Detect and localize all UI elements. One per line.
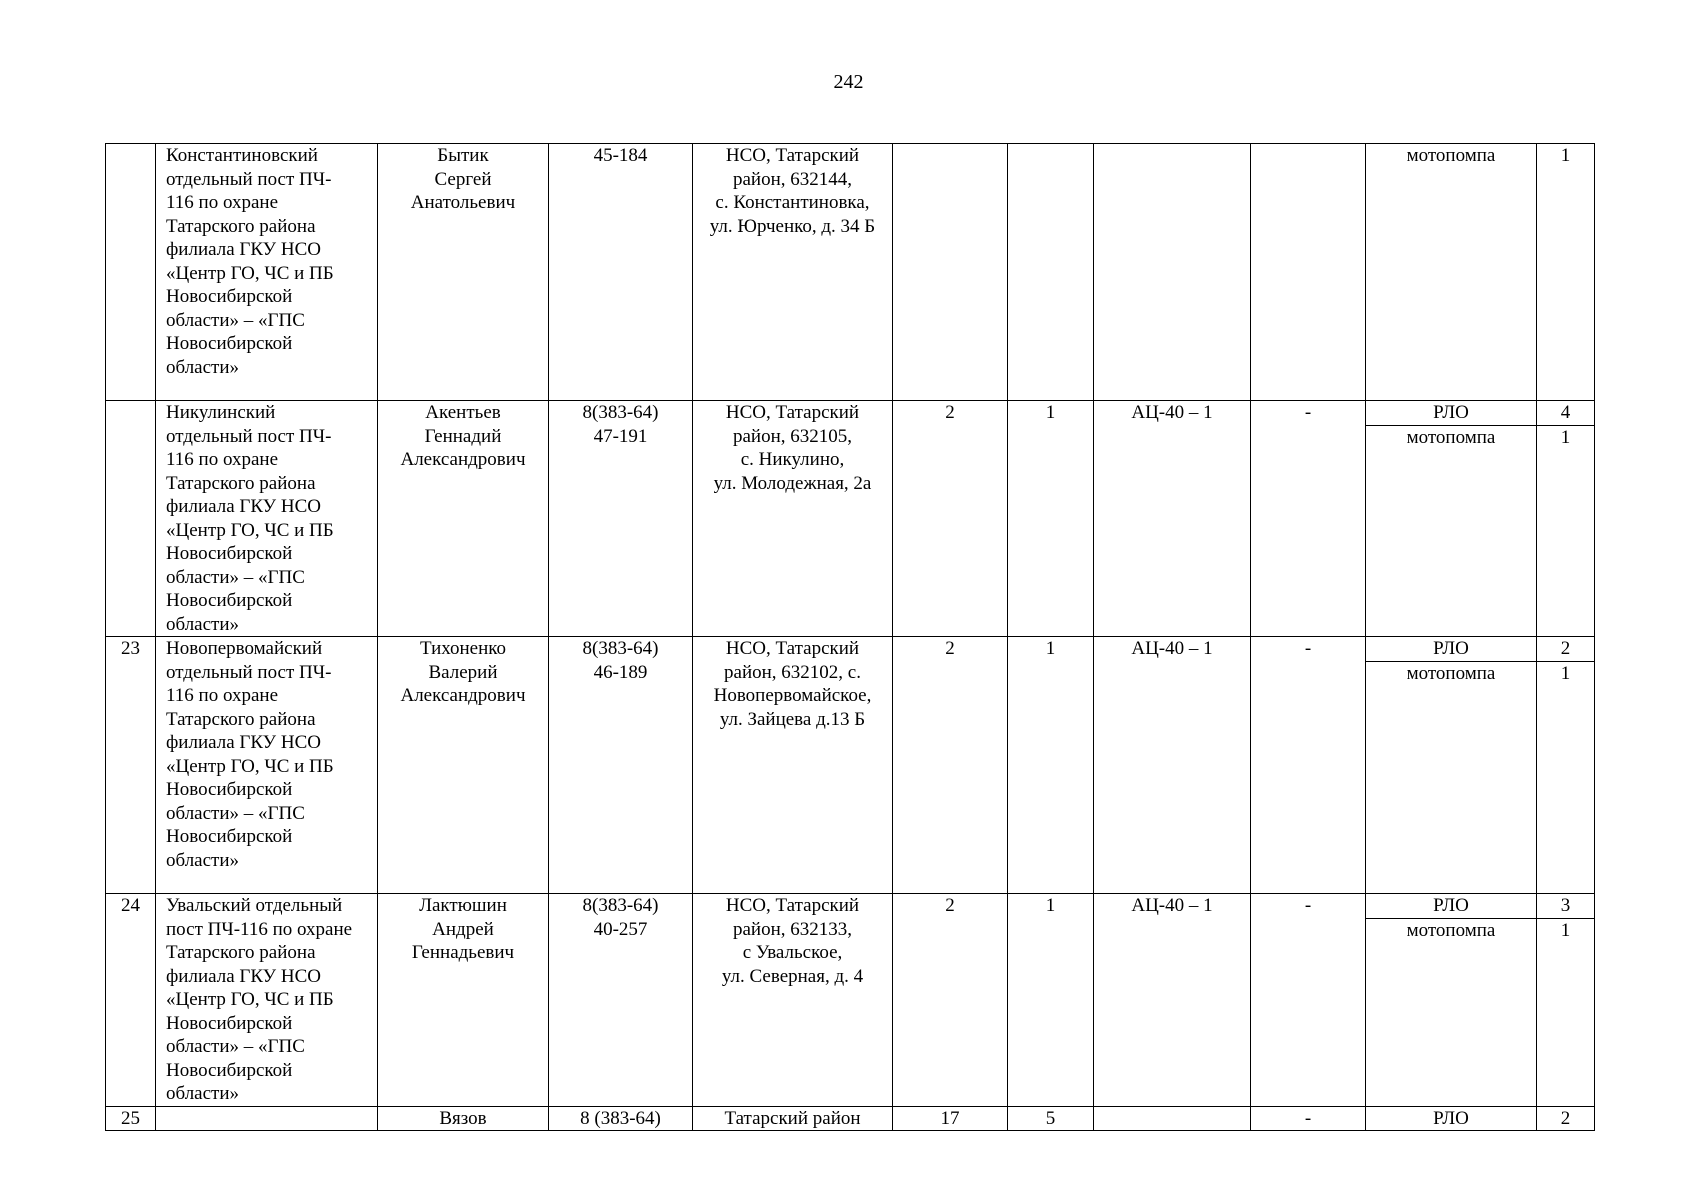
station-address — [693, 144, 893, 401]
quantity-cell — [1537, 1106, 1595, 1131]
personnel-count — [893, 144, 1008, 401]
equipment-name: мотопомпа — [1406, 919, 1496, 941]
personnel-count — [893, 894, 1008, 1107]
equipment-qty: 4 — [1537, 401, 1594, 426]
station-name-text: Увальский отдельный пост ПЧ-116 по охране Татарского района филиала ГКУ НСО «Центр ГО, ЧС и ПБ Новосибирской области» – «ГПС Новосибирской области» — [166, 895, 353, 1104]
personnel-count — [893, 401, 1008, 637]
station-head-text: Лактюшин Андрей Геннадьевич — [411, 895, 515, 963]
fire-stations-table — [105, 143, 1595, 1131]
personnel-count-text: 2 — [945, 638, 955, 659]
equipment-name: РЛО — [1366, 637, 1536, 662]
equipment-qty: 2 — [1560, 1107, 1571, 1129]
personnel-count — [893, 637, 1008, 894]
row-number — [106, 1106, 156, 1131]
row-number-text: 24 — [121, 895, 140, 916]
row-number-text: 25 — [121, 1107, 140, 1129]
station-head — [378, 401, 549, 637]
table-row — [106, 401, 1595, 637]
vehicles — [1094, 144, 1251, 401]
equipment-qty: 1 — [1560, 426, 1571, 448]
station-name — [156, 894, 378, 1107]
station-address — [693, 401, 893, 637]
row-number — [106, 144, 156, 401]
station-address — [693, 1106, 893, 1131]
station-phone-text: 8(383-64) 40-257 — [582, 895, 659, 940]
special-vehicles — [1251, 144, 1366, 401]
station-name — [156, 637, 378, 894]
station-phone-text: 8(383-64) 47-191 — [582, 402, 659, 447]
station-head-text: Акентьев Геннадий Александрович — [400, 402, 526, 470]
special-vehicles-text: - — [1304, 638, 1312, 659]
quantity-cell — [1537, 401, 1595, 637]
station-address-text: НСО, Татарский район, 632102, с. Новопервомайское, ул. Зайцева д.13 Б — [713, 638, 872, 730]
station-address — [693, 894, 893, 1107]
shift-count — [1008, 894, 1094, 1107]
table-row — [106, 894, 1595, 1107]
equipment-cell — [1366, 401, 1537, 637]
shift-count — [1008, 637, 1094, 894]
special-vehicles-text: - — [1304, 402, 1312, 423]
shift-count — [1008, 1106, 1094, 1131]
vehicles-text: АЦ-40 – 1 — [1131, 402, 1213, 423]
equipment-name: мотопомпа — [1406, 426, 1496, 448]
station-head — [378, 144, 549, 401]
vehicles — [1094, 401, 1251, 637]
equipment-name: мотопомпа — [1406, 145, 1496, 166]
equipment-name: РЛО — [1366, 894, 1536, 919]
row-number — [106, 401, 156, 637]
special-vehicles — [1251, 1106, 1366, 1131]
station-head-text: Вязов — [439, 1107, 487, 1129]
equipment-cell — [1366, 1106, 1537, 1131]
station-name — [156, 1106, 378, 1131]
personnel-count-text: 2 — [945, 402, 955, 423]
table-row — [106, 637, 1595, 894]
station-phone — [549, 1106, 693, 1131]
quantity-cell — [1537, 637, 1595, 894]
station-head-text: Тихоненко Валерий Александрович — [400, 638, 526, 706]
equipment-cell — [1366, 637, 1537, 894]
row-number-text: 23 — [121, 638, 140, 659]
station-address-text: НСО, Татарский район, 632144, с. Константиновка, ул. Юрченко, д. 34 Б — [709, 145, 876, 237]
personnel-count — [893, 1106, 1008, 1131]
special-vehicles — [1251, 894, 1366, 1107]
equipment-qty: 1 — [1560, 145, 1571, 166]
shift-count-text: 1 — [1045, 402, 1056, 423]
special-vehicles-text: - — [1304, 1107, 1312, 1129]
shift-count — [1008, 401, 1094, 637]
station-head — [378, 637, 549, 894]
equipment-name: РЛО — [1433, 1107, 1469, 1129]
quantity-cell — [1537, 144, 1595, 401]
station-head — [378, 894, 549, 1107]
vehicles — [1094, 1106, 1251, 1131]
personnel-count-text: 17 — [940, 1107, 960, 1129]
page-number: 242 — [833, 71, 864, 93]
station-name — [156, 401, 378, 637]
station-phone-text: 45-184 — [593, 145, 648, 166]
equipment-qty: 3 — [1537, 894, 1594, 919]
shift-count-text: 5 — [1045, 1107, 1056, 1129]
quantity-cell — [1537, 894, 1595, 1107]
station-phone-text: 8 (383-64) — [580, 1107, 661, 1129]
station-head-text: Бытик Сергей Анатольевич — [410, 145, 516, 213]
station-phone — [549, 894, 693, 1107]
vehicles — [1094, 637, 1251, 894]
station-phone — [549, 401, 693, 637]
row-number — [106, 894, 156, 1107]
equipment-cell — [1366, 894, 1537, 1107]
station-name-text: Константиновский отдельный пост ПЧ- 116 по охране Татарского района филиала ГКУ НСО «Центр ГО, ЧС и ПБ Новосибирской области» – «ГПС Новосибирской области» — [166, 145, 334, 378]
station-address-text: НСО, Татарский район, 632105, с. Никулино, ул. Молодежная, 2а — [713, 402, 872, 494]
station-name — [156, 144, 378, 401]
special-vehicles — [1251, 401, 1366, 637]
equipment-name: мотопомпа — [1406, 662, 1496, 684]
special-vehicles — [1251, 637, 1366, 894]
shift-count-text: 1 — [1045, 895, 1056, 916]
table-row — [106, 144, 1595, 401]
row-number — [106, 637, 156, 894]
shift-count — [1008, 144, 1094, 401]
station-phone — [549, 637, 693, 894]
station-phone-text: 8(383-64) 46-189 — [582, 638, 659, 683]
vehicles-text: АЦ-40 – 1 — [1131, 638, 1213, 659]
equipment-qty: 2 — [1537, 637, 1594, 662]
station-name-text: Никулинский отдельный пост ПЧ- 116 по охране Татарского района филиала ГКУ НСО «Центр ГО, ЧС и ПБ Новосибирской области» – «ГПС Новосибирской области» — [166, 402, 334, 635]
station-address-text: Татарский район — [724, 1107, 861, 1129]
equipment-qty: 1 — [1560, 919, 1571, 941]
special-vehicles-text: - — [1304, 895, 1312, 916]
vehicles-text: АЦ-40 – 1 — [1131, 895, 1213, 916]
station-head — [378, 1106, 549, 1131]
equipment-cell — [1366, 144, 1537, 401]
table-row — [106, 1106, 1595, 1131]
shift-count-text: 1 — [1045, 638, 1056, 659]
station-name-text: Новопервомайский отдельный пост ПЧ- 116 по охране Татарского района филиала ГКУ НСО «Центр ГО, ЧС и ПБ Новосибирской области» – «ГПС Новосибирской области» — [166, 638, 334, 871]
station-address-text: НСО, Татарский район, 632133, с Увальское, ул. Северная, д. 4 — [721, 895, 864, 987]
station-address — [693, 637, 893, 894]
station-phone — [549, 144, 693, 401]
equipment-qty: 1 — [1560, 662, 1571, 684]
personnel-count-text: 2 — [945, 895, 955, 916]
vehicles — [1094, 894, 1251, 1107]
equipment-name: РЛО — [1366, 401, 1536, 426]
